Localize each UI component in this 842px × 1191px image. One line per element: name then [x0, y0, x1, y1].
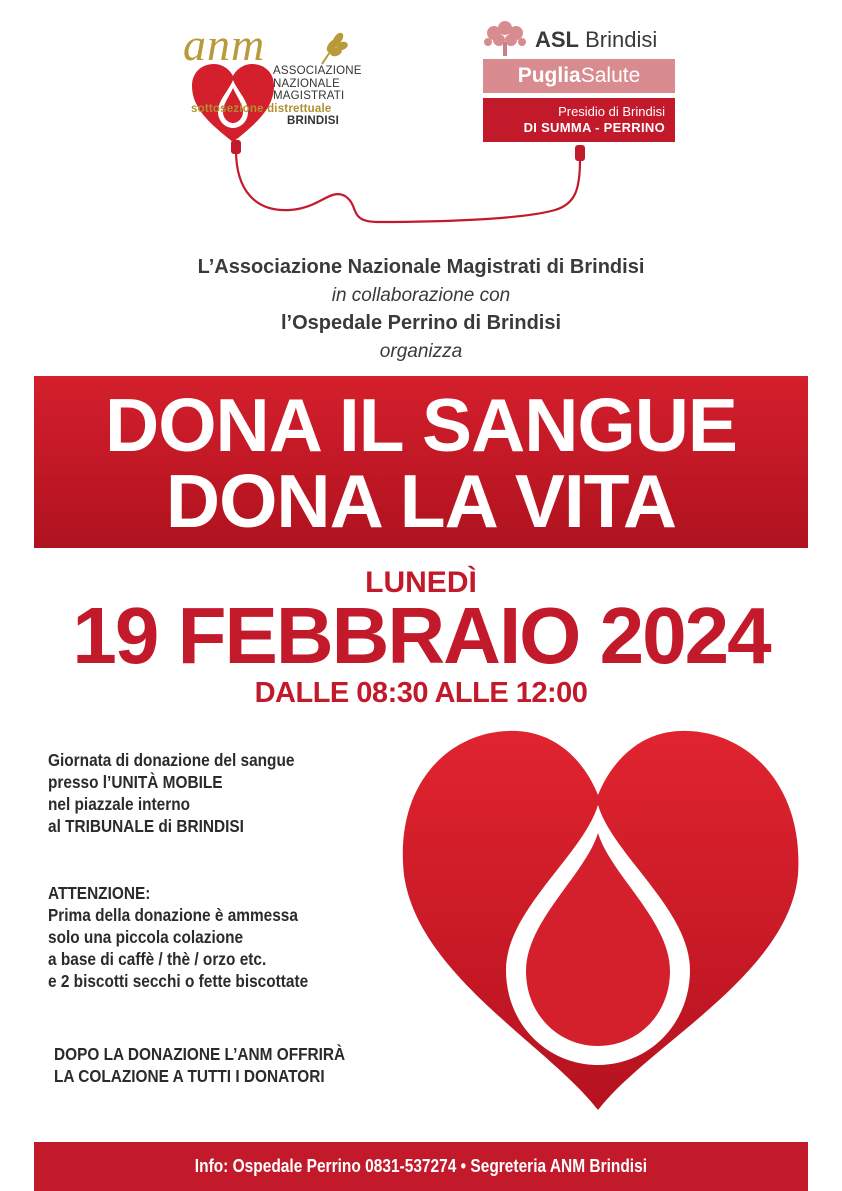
- intro-line-3: l’Ospedale Perrino di Brindisi: [280, 312, 562, 334]
- details-line: al TRIBUNALE di BRINDISI: [48, 816, 244, 836]
- event-weekday: LUNEDÌ: [365, 566, 477, 599]
- puglia-salute-bar: [483, 59, 675, 93]
- anm-line-4: sottosezione distrettuale: [191, 102, 332, 115]
- details-line: solo una piccola colazione: [48, 927, 244, 947]
- big-heart-drop-icon: [398, 725, 806, 1115]
- intro-line-1: L’Associazione Nazionale Magistrati di Brindisi: [197, 256, 645, 278]
- event-date: 19 FEBBRAIO 2024: [72, 591, 770, 680]
- anm-line-3: MAGISTRATI: [273, 90, 345, 102]
- details-line: LA COLAZIONE A TUTTI I DONATORI: [54, 1066, 325, 1086]
- footer-info: [34, 1142, 808, 1191]
- details-line: a base di caffè / thè / orzo etc.: [48, 949, 267, 969]
- tree-icon: [482, 18, 528, 58]
- details-paragraph-1: [48, 749, 294, 837]
- presidio-label: Presidio di Brindisi: [558, 104, 665, 119]
- asl-acronym: ASL: [535, 27, 579, 52]
- asl-city: Brindisi: [585, 27, 658, 52]
- hospital-label: DI SUMMA - PERRINO: [523, 120, 665, 135]
- anm-logo-text: [191, 65, 362, 128]
- presidio-bar: [483, 98, 675, 142]
- details-line: Prima della donazione è ammessa: [48, 905, 298, 925]
- blood-tube-graphic: [0, 0, 842, 260]
- attention-title: ATTENZIONE:: [48, 883, 151, 903]
- details-line: nel piazzale interno: [48, 794, 191, 814]
- anm-line-1: ASSOCIAZIONE: [273, 65, 362, 77]
- intro-line-4: organizza: [379, 341, 463, 362]
- asl-name: [535, 27, 657, 53]
- details-line: presso l’UNITÀ MOBILE: [48, 772, 223, 792]
- details-paragraph-3: [54, 1043, 345, 1087]
- headline-line-1: DONA IL SANGUE: [105, 383, 737, 467]
- anm-line-2: NAZIONALE: [273, 77, 340, 90]
- intro-line-2: in collaborazione con: [331, 285, 511, 306]
- anm-wordmark: anm: [183, 19, 266, 70]
- wheat-icon: [318, 30, 348, 66]
- footer-text: Info: Ospedale Perrino 0831-537274 • Segreteria ANM Brindisi: [194, 1156, 648, 1176]
- details-line: Giornata di donazione del sangue: [48, 750, 295, 770]
- salute-label: Salute: [580, 64, 641, 87]
- event-time: DALLE 08:30 ALLE 12:00: [254, 677, 588, 709]
- headline-line-2: DONA LA VITA: [165, 459, 677, 543]
- details-line: DOPO LA DONAZIONE L’ANM OFFRIRÀ: [54, 1044, 346, 1064]
- details-line: e 2 biscotti secchi o fette biscottate: [48, 971, 309, 991]
- puglia-label: Puglia: [517, 64, 581, 87]
- anm-line-5: BRINDISI: [287, 115, 340, 127]
- details-paragraph-2: [48, 882, 308, 992]
